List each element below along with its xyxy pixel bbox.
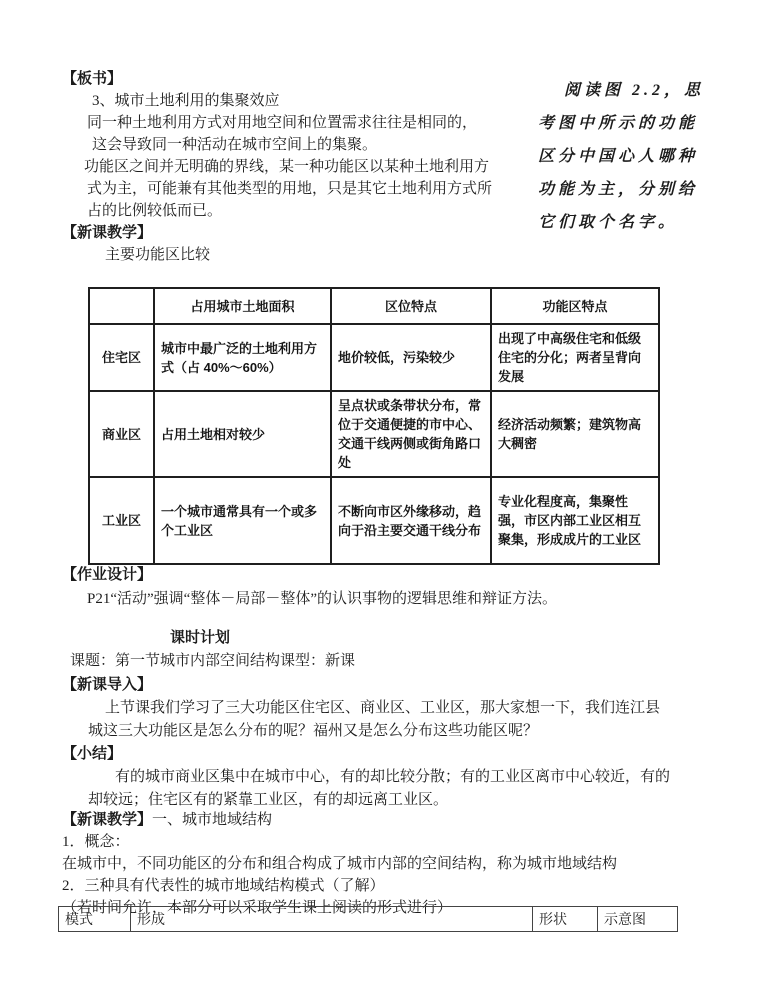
board-title: 【板书】 xyxy=(62,71,123,87)
col-header-land: 占用城市土地面积 xyxy=(154,288,331,324)
side-note-line: 它们取个名字。 xyxy=(538,214,679,231)
side-note-line: 考图中所示的功能 xyxy=(538,115,699,132)
zone-land: 占用土地相对较少 xyxy=(154,391,331,477)
teaching-inline: 一、城市地域结构 xyxy=(152,812,273,828)
teaching-line: （若时间允许，本部分可以采取学生课上阅读的形式进行） xyxy=(62,900,453,916)
zone-name: 工业区 xyxy=(89,477,154,564)
table-header-row xyxy=(89,288,659,324)
teaching-header-line xyxy=(62,809,617,831)
homework-section xyxy=(62,563,557,611)
zone-location: 地价较低，污染较少 xyxy=(331,324,491,391)
models-col-formation: 形成 xyxy=(131,907,533,932)
table-row xyxy=(89,477,659,564)
intro-line: 城这三大功能区是怎么分布的呢？福州又是怎么分布这些功能区呢？ xyxy=(88,723,539,739)
corner-cell xyxy=(89,288,154,324)
intro-section xyxy=(62,674,660,743)
zones-comparison-table xyxy=(88,287,660,565)
zone-land: 一个城市通常具有一个或多个工业区 xyxy=(154,477,331,564)
side-note-line: 功能为主，分别给 xyxy=(538,181,699,198)
col-header-features: 功能区特点 xyxy=(491,288,659,324)
intro-title: 【新课导入】 xyxy=(62,677,153,693)
teaching-section xyxy=(62,809,617,919)
zone-name: 商业区 xyxy=(89,391,154,477)
summary-title: 【小结】 xyxy=(62,746,123,762)
board-section xyxy=(62,68,492,266)
teaching-line: 1．概念： xyxy=(62,834,130,850)
table-row xyxy=(89,391,659,477)
models-col-mode: 模式 xyxy=(59,907,131,932)
teaching-line: 2．三种具有代表性的城市地域结构模式（了解） xyxy=(62,878,385,894)
side-note-line: 阅读图 2.2，思 xyxy=(564,82,705,99)
lesson-plan-heading: 课时计划 xyxy=(170,630,231,646)
board-line: 功能区之间并无明确的界线，某一种功能区以某种土地利用方 xyxy=(84,159,490,175)
side-note-line: 区分中国心人哪种 xyxy=(538,148,699,165)
homework-line: P21“活动”强调“整体－局部－整体”的认识事物的逻辑思维和辩证方法。 xyxy=(87,591,557,607)
zone-name: 住宅区 xyxy=(89,324,154,391)
summary-section xyxy=(62,743,670,812)
zone-features: 专业化程度高，集聚性强，市区内部工业区相互聚集，形成成片的工业区 xyxy=(491,477,659,564)
models-header-row xyxy=(59,907,678,932)
board-line: 3、城市土地利用的集聚效应 xyxy=(92,93,280,109)
board-line: 占的比例较低而已。 xyxy=(87,203,223,219)
zone-features: 经济活动频繁；建筑物高大稠密 xyxy=(491,391,659,477)
board-line: 同一种土地利用方式对用地空间和位置需求往往是相同的， xyxy=(87,115,478,131)
lesson-topic-line: 课题：第一节城市内部空间结构课型：新课 xyxy=(70,653,356,669)
teaching-line: 在城市中，不同功能区的分布和组合构成了城市内部的空间结构，称为城市地域结构 xyxy=(62,856,618,872)
zone-features: 出现了中高级住宅和低级住宅的分化；两者呈背向发展 xyxy=(491,324,659,391)
models-col-diagram: 示意图 xyxy=(598,907,678,932)
zones-compare-subtitle: 主要功能区比较 xyxy=(105,247,211,263)
board-line: 这会导致同一种活动在城市空间上的集聚。 xyxy=(92,137,378,153)
models-col-shape: 形状 xyxy=(533,907,598,932)
summary-line: 有的城市商业区集中在城市中心，有的却比较分散；有的工业区离市中心较近，有的 xyxy=(115,769,671,785)
zone-land: 城市中最广泛的土地利用方式（占 40%～60%） xyxy=(154,324,331,391)
intro-line: 上节课我们学习了三大功能区住宅区、商业区、工业区，那大家想一下，我们连江县 xyxy=(105,700,661,716)
new-lesson-header: 【新课教学】 xyxy=(62,225,153,241)
col-header-location: 区位特点 xyxy=(331,288,491,324)
board-line: 式为主，可能兼有其他类型的用地，只是其它土地利用方式所 xyxy=(87,181,493,197)
models-table xyxy=(58,906,678,932)
zone-location: 呈点状或条带状分布，常位于交通便捷的市中心、交通干线两侧或街角路口处 xyxy=(331,391,491,477)
teaching-title: 【新课教学】 xyxy=(62,812,153,828)
zone-location: 不断向市区外缘移动，趋向于沿主要交通干线分布 xyxy=(331,477,491,564)
handwritten-side-note xyxy=(538,74,768,239)
homework-title: 【作业设计】 xyxy=(62,567,153,583)
summary-line: 却较远；住宅区有的紧靠工业区，有的却远离工业区。 xyxy=(88,792,449,808)
table-row xyxy=(89,324,659,391)
